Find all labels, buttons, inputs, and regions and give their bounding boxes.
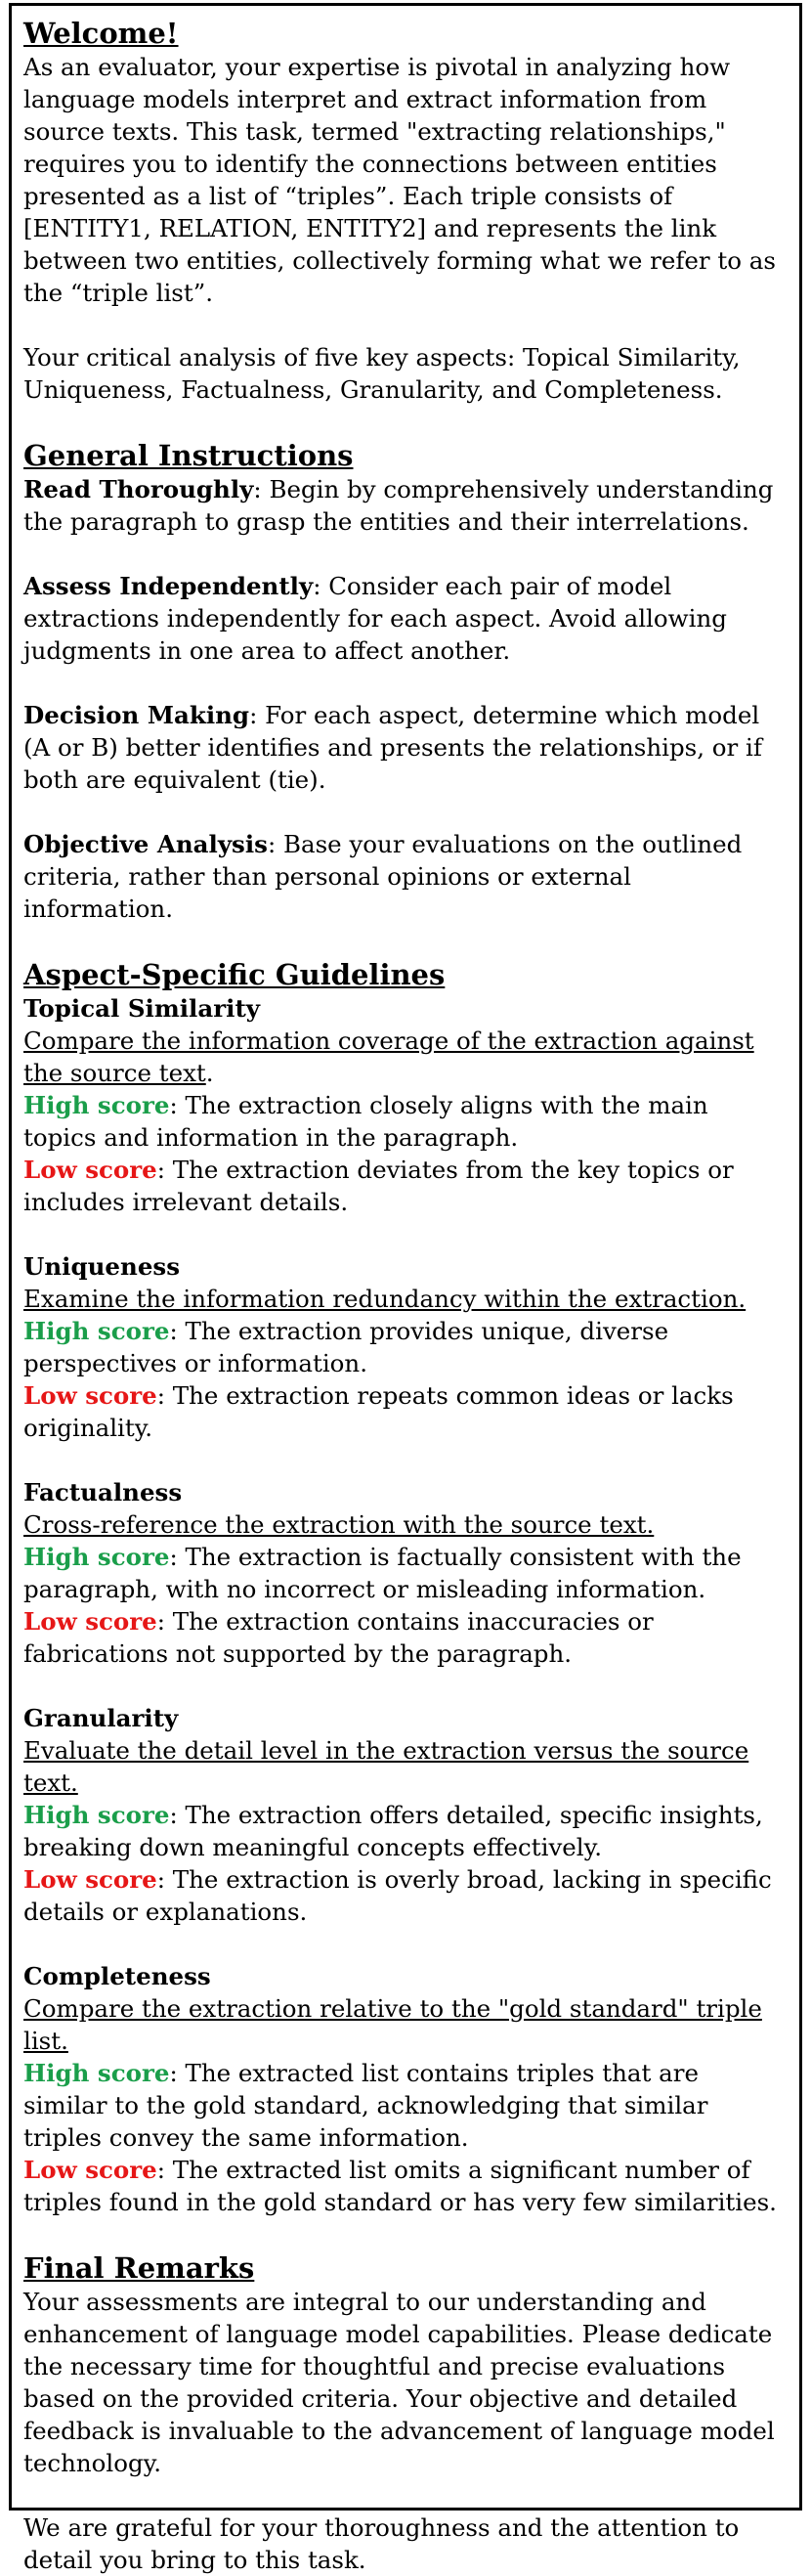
aspect-instruction xyxy=(23,1508,788,1541)
spacer xyxy=(23,925,788,957)
aspect-instruction xyxy=(23,1025,788,1089)
high-score-label: High score xyxy=(23,1091,170,1119)
low-score-label: Low score xyxy=(23,1156,157,1184)
spacer xyxy=(23,2218,788,2250)
spacer xyxy=(23,796,788,828)
spacer xyxy=(23,667,788,699)
aspect-low-score xyxy=(23,1154,788,1218)
final-paragraph-2: We are grateful for your thoroughness and the attention to detail you bring to this task. xyxy=(23,2513,740,2574)
high-score-label: High score xyxy=(23,1801,170,1829)
spacer xyxy=(23,406,788,438)
low-score-label: Low score xyxy=(23,1607,157,1636)
general-item-decision-making xyxy=(23,699,788,796)
general-item-text: : Consider each pair of model extractions independently for each aspect. Avoid allowing judgments in one area to affect another. xyxy=(23,572,727,665)
aspect-title-completeness: Completeness xyxy=(23,1962,211,1990)
welcome-intro: As an evaluator, your expertise is pivotal in analyzing how language models interpret and extract information from source texts. This task, termed "extracting relationships," requires you to identify the connections between entities presented as a list of “triples”. Each triple consists of [ENTITY1, RELATION, ENTITY2] and represents the link between two entities, collectively forming what we refer to as the “triple list”. xyxy=(23,53,776,307)
high-score-text: : The extraction offers detailed, specific insights, breaking down meaningful concepts effectively. xyxy=(23,1801,763,1861)
spacer xyxy=(23,1928,788,1960)
aspect-title-uniqueness: Uniqueness xyxy=(23,1252,181,1281)
spacer xyxy=(23,1670,788,1702)
high-score-text: : The extracted list contains triples that are similar to the gold standard, acknowledging that similar triples convey the same information. xyxy=(23,2059,708,2152)
aspect-high-score xyxy=(23,1315,788,1379)
aspect-instruction-text: Compare the information coverage of the extraction against the source text xyxy=(23,1026,754,1087)
aspect-low-score xyxy=(23,1379,788,1444)
final-paragraph-1: Your assessments are integral to our understanding and enhancement of language model capabilities. Please dedicate the necessary time for thoughtful and precise evaluations based on the provided criteria. Your objective and detailed feedback is invaluable to the advancement of language model technology. xyxy=(23,2288,775,2477)
aspect-title-topical-similarity: Topical Similarity xyxy=(23,994,261,1023)
general-item-assess-independently xyxy=(23,570,788,667)
aspect-instruction xyxy=(23,1734,788,1799)
general-item-text: : For each aspect, determine which model (A or B) better identifies and presents the relationships, or if both are equivalent (tie). xyxy=(23,701,762,794)
instructions-panel xyxy=(9,3,802,2574)
low-score-label: Low score xyxy=(23,1381,157,1410)
general-item-label: Decision Making xyxy=(23,701,250,729)
spacer xyxy=(23,538,788,570)
aspect-high-score xyxy=(23,1541,788,1605)
aspect-guidelines-title: Aspect-Specific Guidelines xyxy=(23,958,446,991)
high-score-label: High score xyxy=(23,2059,170,2087)
spacer xyxy=(23,309,788,341)
general-item-text: : Base your evaluations on the outlined criteria, rather than personal opinions or external information. xyxy=(23,830,743,923)
welcome-title: Welcome! xyxy=(23,17,179,50)
general-instructions-title: General Instructions xyxy=(23,439,354,472)
general-item-read-thoroughly xyxy=(23,473,788,538)
general-item-label: Read Thoroughly xyxy=(23,475,254,503)
high-score-text: : The extraction is factually consistent with the paragraph, with no incorrect or misleading information. xyxy=(23,1543,742,1603)
general-item-objective-analysis xyxy=(23,828,788,925)
low-score-label: Low score xyxy=(23,1865,157,1894)
aspect-low-score xyxy=(23,2154,788,2218)
low-score-text: : The extraction deviates from the key topics or includes irrelevant details. xyxy=(23,1156,734,1216)
aspect-instruction-text: Compare the extraction relative to the "gold standard" triple list. xyxy=(23,1994,762,2055)
aspect-instruction xyxy=(23,1992,788,2057)
aspect-instruction-suffix: . xyxy=(205,1059,214,1087)
aspect-low-score xyxy=(23,1863,788,1928)
low-score-label: Low score xyxy=(23,2156,157,2184)
spacer xyxy=(23,2479,788,2511)
aspect-title-factualness: Factualness xyxy=(23,1478,183,1506)
aspect-instruction-text: Evaluate the detail level in the extraction versus the source text. xyxy=(23,1736,749,1797)
aspect-low-score xyxy=(23,1605,788,1670)
high-score-text: : The extraction provides unique, diverse perspectives or information. xyxy=(23,1317,669,1377)
aspects-sentence: Your critical analysis of five key aspects: Topical Similarity, Uniqueness, Factualness, Granularity, and Completeness. xyxy=(23,343,741,404)
low-score-text: : The extraction contains inaccuracies or fabrications not supported by the paragraph. xyxy=(23,1607,654,1668)
aspect-instruction-text: Examine the information redundancy within the extraction. xyxy=(23,1285,747,1313)
low-score-text: : The extraction repeats common ideas or lacks originality. xyxy=(23,1381,734,1442)
general-item-text: : Begin by comprehensively understanding the paragraph to grasp the entities and their interrelations. xyxy=(23,475,774,536)
general-item-label: Objective Analysis xyxy=(23,830,268,858)
high-score-text: : The extraction closely aligns with the main topics and information in the paragraph. xyxy=(23,1091,708,1152)
final-remarks-title: Final Remarks xyxy=(23,2251,255,2285)
spacer xyxy=(23,1218,788,1250)
spacer xyxy=(23,1444,788,1476)
aspect-instruction-text: Cross-reference the extraction with the source text. xyxy=(23,1510,655,1539)
aspect-instruction xyxy=(23,1283,788,1315)
high-score-label: High score xyxy=(23,1317,170,1345)
aspect-title-granularity: Granularity xyxy=(23,1704,179,1732)
general-item-label: Assess Independently xyxy=(23,572,314,600)
aspect-high-score xyxy=(23,2057,788,2154)
high-score-label: High score xyxy=(23,1543,170,1571)
aspect-high-score xyxy=(23,1089,788,1154)
low-score-text: : The extraction is overly broad, lacking in specific details or explanations. xyxy=(23,1865,772,1926)
aspect-high-score xyxy=(23,1799,788,1863)
low-score-text: : The extracted list omits a significant number of triples found in the gold standard or has very few similarities. xyxy=(23,2156,777,2216)
